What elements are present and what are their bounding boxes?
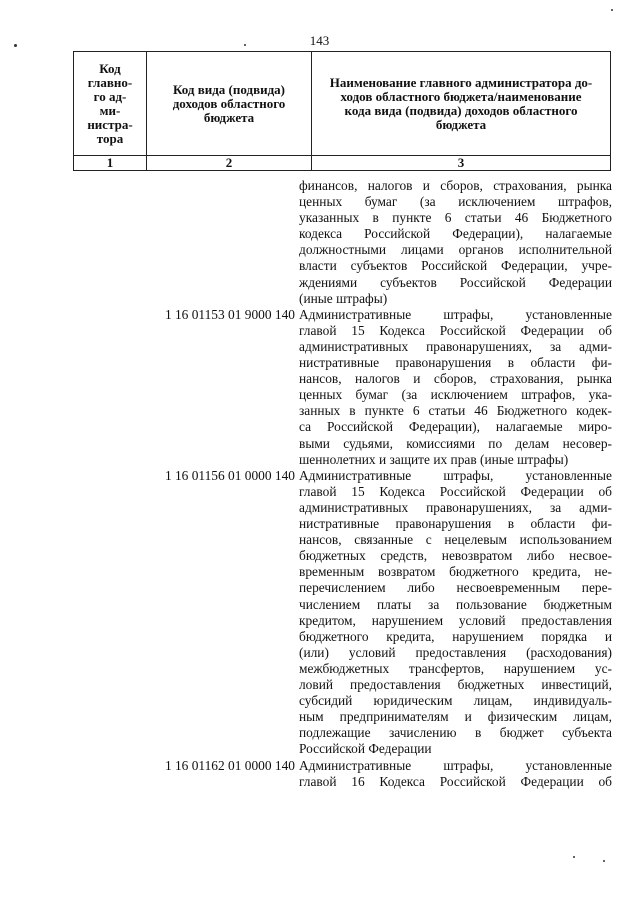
description-line: главой 16 Кодекса Российской Федерации об (299, 773, 612, 789)
description-line: Административные штрафы, установленные (299, 306, 612, 322)
description-line: бюджетного кредита, нарушением порядка и (299, 628, 612, 644)
income-code: 1 16 01162 01 0000 140 (164, 757, 295, 773)
scan-speck (573, 856, 575, 858)
income-code: 1 16 01153 01 9000 140 (164, 306, 295, 322)
header-num-1: 1 (74, 156, 147, 171)
header-line: ми- (99, 102, 121, 118)
description-line: указанных в пункте 6 статьи 46 Бюджетного (299, 210, 612, 226)
description-line: нансов, связанные с нецелевым использованием (299, 532, 612, 548)
description-line: занных в пункте 6 статьи 46 Бюджетного кодек- (299, 403, 612, 419)
description-line: финансов, налогов и сборов, страхования, рынка (299, 178, 612, 193)
description-line: административных правонарушениях, за адми- (299, 499, 612, 515)
header-line: Наименование главного администратора до- (329, 74, 593, 90)
description-line: Административные штрафы, установленные (299, 467, 612, 483)
description-line: субсидий юридическим лицам, индивидуаль- (299, 693, 612, 709)
header-line: бюджета (435, 116, 487, 132)
scan-speck (244, 44, 246, 46)
income-code: 1 16 01156 01 0000 140 (164, 467, 295, 483)
header-line: ходов областного бюджета/наименование (340, 88, 582, 104)
header-line: бюджета (203, 109, 255, 125)
description-line: ценных бумаг (за исключением штрафов, (299, 194, 612, 210)
description-line: ценных бумаг (за исключением штрафов, ука- (299, 387, 612, 403)
description-line: временным возвратом бюджетного кредита, не- (299, 564, 612, 580)
header-line: го ад- (93, 88, 127, 104)
page-number: 143 (309, 33, 330, 48)
description-line: главой 15 Кодекса Российской Федерации об (299, 483, 612, 499)
description-line: шеннолетних и защите их прав (иные штрафы) (299, 451, 569, 467)
income-description (299, 468, 612, 758)
description-line: Российской Федерации (299, 741, 432, 757)
description-line: бюджетных средств, невозвратом либо несвое- (299, 548, 612, 564)
description-line: власти субъектов Российской Федерации, учре- (299, 258, 612, 274)
description-line: должностными лицами органов исполнительной (299, 242, 612, 258)
header-line: кода вида (подвида) доходов областного (344, 102, 578, 118)
table-header (73, 51, 611, 171)
description-line: ным предпринимателям и физическим лицам, (299, 709, 612, 725)
income-description (299, 307, 612, 468)
description-line: выми судьями, комиссиями по делам несовер- (299, 435, 612, 451)
description-line: перечислением либо несвоевременным пере- (299, 580, 612, 596)
income-description (299, 178, 612, 307)
description-line: ловий предоставления бюджетных инвестиций, (299, 677, 612, 693)
header-line: Код вида (подвида) (172, 81, 285, 97)
scan-speck (603, 860, 605, 862)
header-num-3: 3 (312, 156, 611, 171)
description-line: кредитом, нарушением условий предоставления (299, 612, 612, 628)
header-line: тора (96, 130, 124, 146)
description-line: са Российской Федерации), налагаемые миро- (299, 419, 612, 435)
header-line: главно- (87, 74, 133, 90)
header-line: нистра- (87, 116, 133, 132)
scan-speck (611, 9, 613, 11)
description-line: числением платы за пользование бюджетным (299, 596, 612, 612)
header-line: доходов областного (172, 95, 286, 111)
description-line: нистративные правонарушения в области фи- (299, 516, 612, 532)
header-line: Код (99, 60, 121, 76)
header-name (312, 52, 611, 156)
scan-speck (14, 44, 17, 47)
description-line: (иные штрафы) (299, 290, 388, 306)
header-num-2: 2 (147, 156, 312, 171)
description-line: (или) условий предоставления (расходования) (299, 644, 612, 660)
description-line: административных правонарушениях, за адми- (299, 338, 612, 354)
description-line: Административные штрафы, установленные (299, 757, 612, 773)
income-description (299, 758, 612, 790)
description-line: нансов, налогов и сборов, страхования, рынка (299, 371, 612, 387)
description-line: нистративные правонарушения в области фи- (299, 355, 612, 371)
header-income-code (147, 52, 312, 156)
description-line: межбюджетных трансфертов, нарушением ус- (299, 660, 612, 676)
description-line: подлежащие зачислению в бюджет субъекта (299, 725, 612, 741)
description-line: главой 15 Кодекса Российской Федерации об (299, 322, 612, 338)
description-line: ждениями субъектов Российской Федерации (299, 274, 612, 290)
header-admin-code (74, 52, 147, 156)
description-line: кодекса Российской Федерации), налагаемые (299, 226, 612, 242)
